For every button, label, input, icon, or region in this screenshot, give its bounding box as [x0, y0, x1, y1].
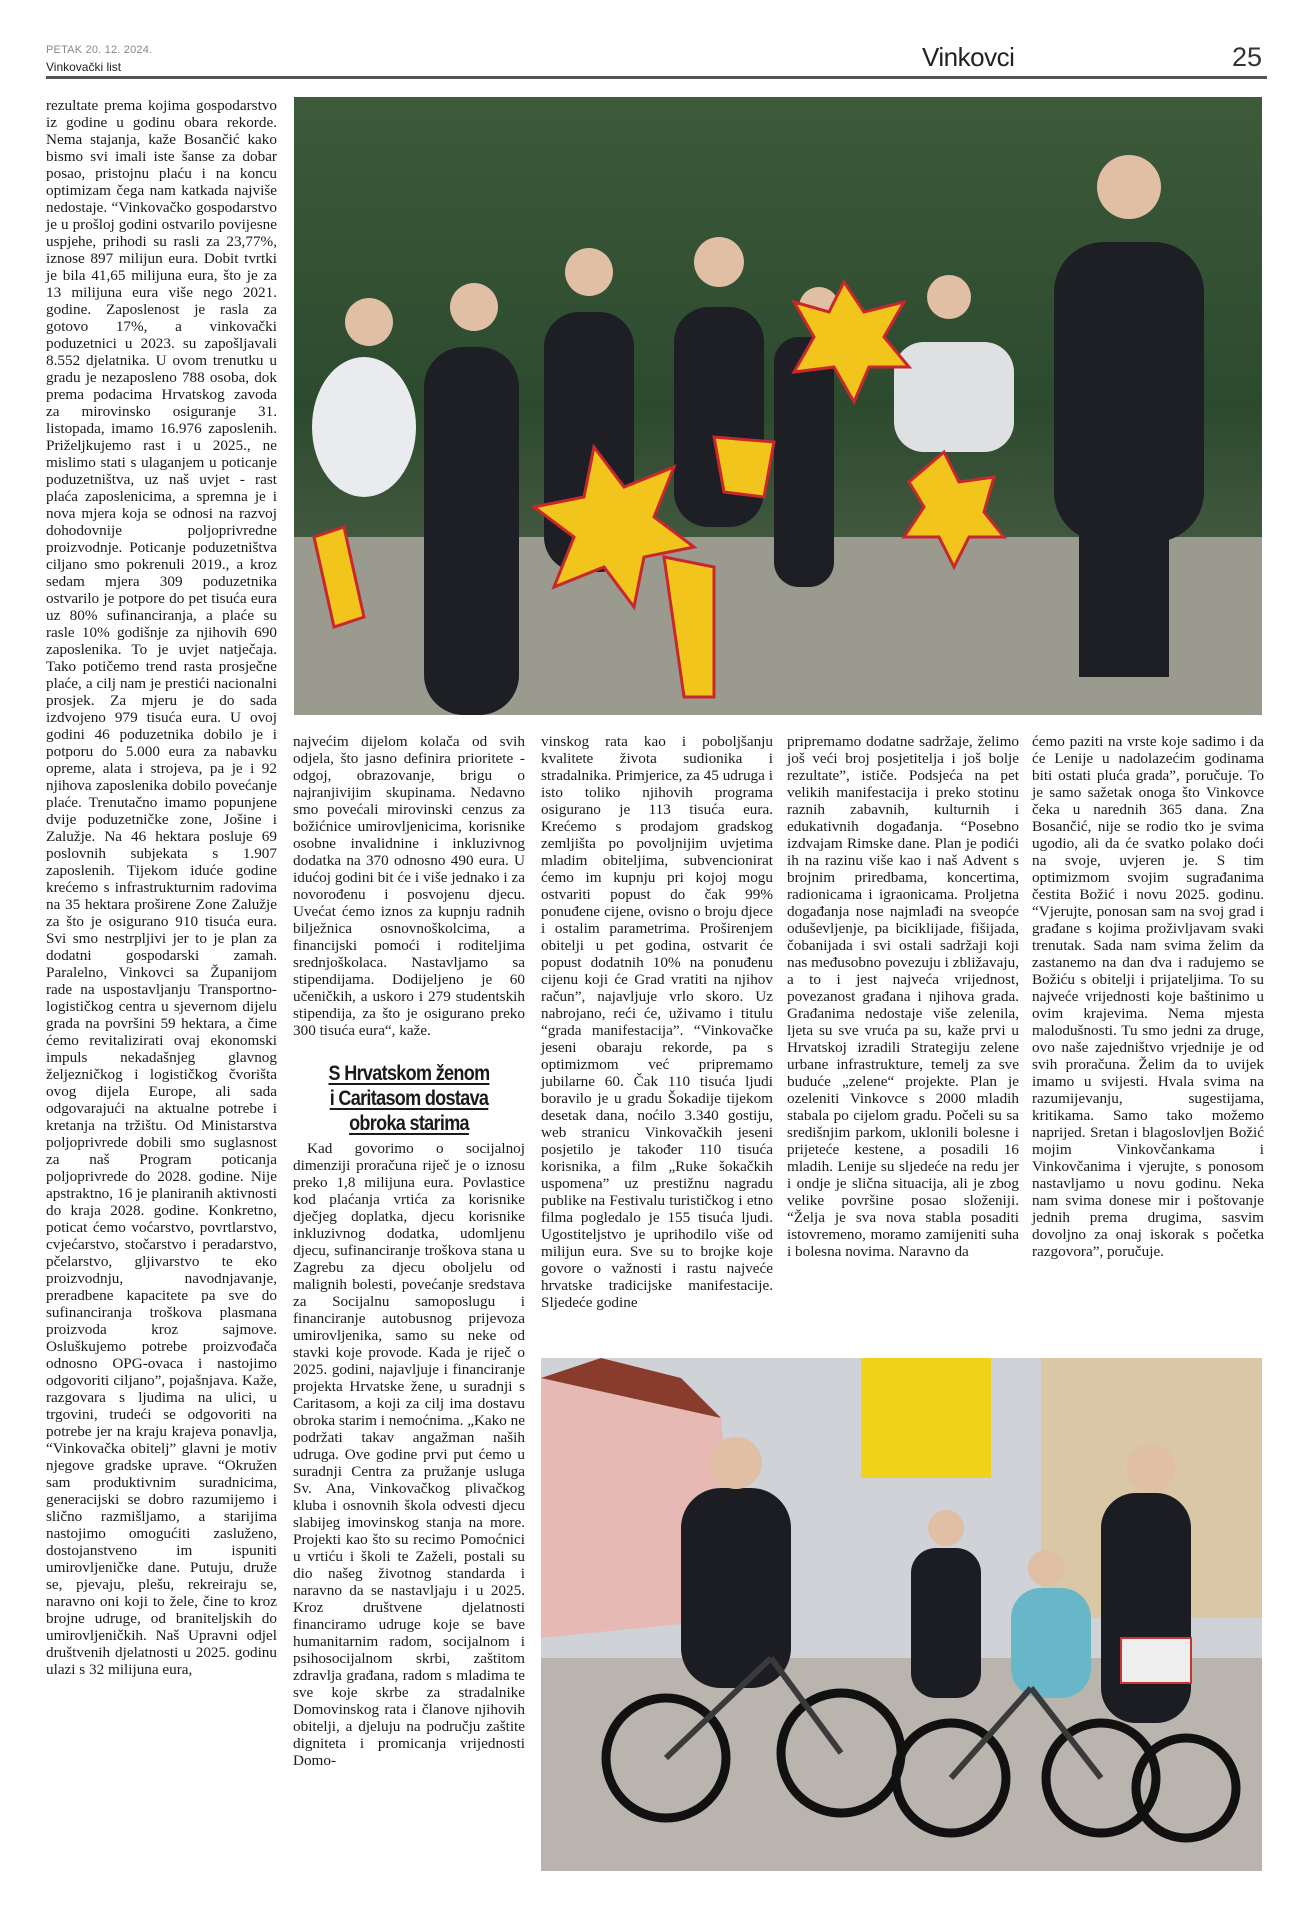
- article-column-5: [1032, 733, 1264, 1260]
- issue-date: PETAK 20. 12. 2024.: [46, 44, 153, 56]
- article-column-1: [46, 97, 277, 1678]
- article-column-2: [293, 733, 525, 1769]
- subheadline-line: obroka starima: [349, 1112, 469, 1135]
- article-text: Kad govorimo o socijalnoj dimenziji proračuna riječ je o iznosu preko 1,8 milijuna eura. Povlastice kod plaćanja vrtića za korisnike dječjeg doplatka, djecu korisnike inkluzivnog dodatka, udomljenu djecu, sufinanciranje troškova stana u Zagrebu za djecu oboljelu od malignih bolesti, povećanje sredstava za Socijalnu samoposlugu i financiranje autobusnog prijevoza umirovljenika, samo su neke od stavki koje provode. Kada je riječ o 2025. godini, najavljuje i financiranje projekta Hrvatske žene, u suradnji s Caritasom, a koji za cilj ima dostavu obroka starim i nemoćnima. „Kako ne podržati takav angažman naših udruga. Ove godine prvi put ćemo u suradnji Centra za pružanje usluga Sv. Ana, Vinkovačkog plivačkog kluba i osnovnih škola odvesti djecu slabijeg imovinskog stanja na more. Projekti kao što su recimo Pomoćnici u vrtiću i školi te Zaželi, postali su dio našeg životnog standarda i naravno da se nastavljaju i u 2025. Kroz društvene djelatnosti financiramo udruge koje se bave humanitarnim radom, socijalnom i psihosocijalnom skrbi, zaštitom zdravlja građana, radom s mladima te sve koje skrbe za stradalnike Domovinskog rata i članove njihovih obitelji, a djeluju na području zaštite digniteta i promicanja vrijednosti Domo-: [293, 1140, 525, 1769]
- photo-children-with-stars-and-mayor: [294, 97, 1262, 715]
- article-text: pripremamo dodatne sadržaje, želimo još veći broj posjetitelja i još bolje rezultate”, ističe. Podsjeća na pet velikih manifestacija i preko stotinu raznih zabavnih, kulturnih i edukativnih događanja. “Posebno izdvajam Rimske dane. Plan je podići ih na razinu više kao i naš Advent s brojnim priredbama, koncertima, radionicama i igraonicama. Proljetna događanja nose najmlađi na sveopće oduševljenje, pa biciklijade, fišijada, čobanijada i svi ostali sadržaji koji nas međusobno povezuju i zbližavaju, a to i jest najveća vrijednost, povezanost građana i njihova grada. Građanima nedostaje više zelenila, ljeta su sve vruća pa su, kaže prvi u Hrvatskoj izradili Strategiju zelene urbane infrastrukture, temelj za sve buduće „zelene“ projekte. Plan je ozeleniti Vinkovce s 2000 mladih stabala po cijelom gradu. Počeli su sa središnjim parkom, uklonili bolesne i prijeteće kestene, a posadili 16 mladih. Lenije su sljedeće na redu jer i ondje je slična situacija, ali je zbog velike površine posao složeniji. “Želja je sva nova stabla posaditi istovremeno, moramo zamijeniti suha i bolesna novima. Naravno da: [787, 733, 1019, 1260]
- newspaper-name: Vinkovački list: [46, 60, 122, 74]
- article-text: rezultate prema kojima gospodarstvo iz godine u godinu obara rekorde. Nema stajanja, kaže Bosančić kako bismo svi imali iste šanse za dobar posao, pristojnu plaću i na koncu optimizam čega nam katkada najviše nedostaje. “Vinkovačko gospodarstvo je u prošloj godini ostvarilo povijesne uspjehe, prihodi su rasli za 23,77%, iznose 897 milijun eura. Dobit tvrtki je bila 41,65 milijuna eura, što je za 13 milijuna eura više nego 2021. godine. Zaposlenost je rasla za gotovo 17%, a vinkovački poduzetnici u 2023. su zapošljavali 8.552 djelatnika. U ovom trenutku u gradu je nezaposleno 788 osoba, dok prema podacima Hrvatskog zavoda za mirovinsko osiguranje 31. listopada, imamo 16.976 zaposlenih. Priželjkujemo rast i u 2025., ne mislimo stati s ulaganjem u poticanje poduzetništva, uz naš uvjet - rast plaća zaposlenicima, a spremna je i nova mjera koja se odnosi na razvoj dohodovnije poljoprivredne proizvodnje. Poticanje poduzetništva ciljano smo pokrenuli 2019., a kroz sedam mjera 309 poduzetnika ostvarilo je potpore do pet tisuća eura uz 80% sufinanciranja, a plaće su rasle 10% godišnje za njihovih 690 zaposlenika. To je uvjet natječaja. Tako potičemo trend rasta prosječne plaće, a cilj nam je prestići nacionalni prosjek. Za mjeru je do sada izdvojeno 979 tisuća eura. U ovoj godini 46 poduzetnika dobilo je i potporu do 5.000 eura za nabavku opreme, alata i strojeva, pa je i 92 njihova zaposlenika dobilo povećanje plaće. Trenutačno imamo popunjene dvije poduzetničke zone, Jošine i Zalužje. Na 46 hektara posluje 69 poslovnih subjekata s 1.907 zaposlenih. Tijekom iduće godine krećemo s infrastrukturnim radovima na 35 hektara proširene Zone Zalužje za što je osigurano 910 tisuća eura. Svi smo nestrpljivi jer to je plan za dodatni gospodarski zamah. Paralelno, Vinkovci sa Županijom rade na uspostavljanju Transportno-logističkog centra u sjevernom dijelu grada na površini 59 hektara, a čime ćemo revitalizirati ovaj ekonomski impuls nekadašnjeg glavnog željezničkog i logističkog čvorišta ovog dijela Europe, ali sada odgovarajući na aktualne potrebe i kretanja na tržištu. Od Ministarstva poljoprivrede dobili smo suglasnost za naš Program poticanja poljoprivrede do 2028. godine. Nije apstraktno, 16 je planiranih aktivnosti do kraja 2028. godine. Konkretno, poticat ćemo voćarstvo, povrtlarstvo, cvjećarstvo, stočarstvo i peradarstvo, pčelarstvo, gljivarstvo te eko proizvodnju, navodnjavanje, preradbene kapacitete pa sve do sufinanciranja troškova plasmana proizvoda kroz sajmove. Osluškujemo potrebe proizvođača odnosno OPG-ovaca i nastojimo odgovoriti ciljano”, pojašnjava. Kaže, razgovara s ljudima na ulici, u trgovini, trudeći se odgovoriti na potrebe jer na kraju krajeva ponavlja, “Vinkovačka obitelj” glavni je motiv njegove gradske uprave. “Okružen sam produktivnim suradnicima, generacijski se dobro razumijemo i slično razmišljamo, a starijima nastojimo omogućiti zasluženo, dostojanstveno im ispuniti umirovljeničke dane. Putuju, druže se, pjevaju, plešu, rekreiraju se, naravno oni koji to žele, čine to kroz brojne udruge, od braniteljskih do umirovljeničkih. Naš Upravni odjel društvenih djelatnosti u 2025. godinu ulazi s 32 milijuna eura,: [46, 97, 277, 1678]
- photo-family-with-bicycles: [541, 1358, 1262, 1871]
- article-text: vinskog rata kao i poboljšanju kvalitete života sudionika i stradalnika. Primjerice, za 45 udruga i isto toliko njihovih programa osigurano je 113 tisuća eura. Krećemo s prodajom gradskog zemljišta po povoljnijim uvjetima mladim obiteljima, subvencionirat ćemo im kupnju pri kojoj mogu ostvariti popust do čak 99% ponuđene cijene, ovisno o broju djece i ostalim parametrima. Proširenjem obitelji u pet godina, ostvarit će popust dodatnih 10% na ponuđenu cijenu koji će Grad vratiti na njihov račun”, najavljuje vrlo skoro. Uz nabrojano, reći će, uživamo i titulu “grada manifestacija”. “Vinkovačke jeseni obaraju rekorde, pa s optimizmom već pripremamo jubilarne 60. Čak 110 tisuća ljudi boravilo je u gradu Šokadije tijekom desetak dana, noćilo 3.340 gostiju, web stranicu Vinkovačkih jeseni posjetilo je također 110 tisuća korisnika, a film „Ruke šokačkih uspomena” uz prestižnu nagradu publike na Festivalu turističkog i etno filma pogledalo je 155 tisuća ljudi. Ugostiteljstvo je uprihodilo više od milijun eura. Sve su to brojke koje govore o važnosti i rastu najveće hrvatske tradicijske manifestacije. Sljedeće godine: [541, 733, 773, 1311]
- page-number: 25: [1232, 42, 1263, 72]
- subheadline-line: S Hrvatskom ženom: [328, 1062, 490, 1085]
- article-text: ćemo paziti na vrste koje sadimo i da će Lenije u nadolazećim godinama biti ostati pluća grada”, poručuje. To je samo sažetak onoga što Vinkovce čeka u narednih 365 dana. Zna Bosančić, nije se rodio tko je svima ugodio, ali da će svatko polako doći na svoje, uvjeren je. S tim optimizmom svojim sugrađanima čestita Božić i novu 2025. godinu. “Vjerujte, ponosan sam na svoj grad i građane s kojima proživljavam svaki trenutak. Sada nam svima želim da zastanemo na dan dva i radujemo se Božiću s obitelji i prijateljima. To su najveće vrijednosti koje baštinimo u ovim krajevima. Nema mjesta malodušnosti. Tu smo jedni za druge, ovo naše zajedništvo vrjednije je od svih proračuna. Želim da to uvijek imamo u svijesti. Hvala svima na razumijevanju, sugestijama, kritikama. Samo tako možemo naprijed. Sretan i blagoslovljen Božić mojim Vinkovčankama i Vinkovčanima i vjerujte, s ponosom nastavljamo u novu godinu. Neka nam svima donese mir i poštovanje jednih prema drugima, sasvim dovoljno za onaj iskorak s početka razgovora”, poručuje.: [1032, 733, 1264, 1260]
- subheadline-line: i Caritasom dostava: [329, 1087, 489, 1110]
- article-column-4: [787, 733, 1019, 1260]
- header-rule: [46, 76, 1267, 79]
- section-title: Vinkovci: [922, 42, 1015, 72]
- subheadline: [309, 1061, 509, 1136]
- article-column-3: [541, 733, 773, 1311]
- article-text: najvećim dijelom kolača od svih odjela, što jasno definira prioritete - odgoj, obrazovanje, brigu o najranjivijim skupinama. Nedavno smo povećali mirovinski cenzus za božićnice umirovljenicima, korisnike osobne invalidnine i inkluzivnog dodatka na 370 odnosno 490 eura. U idućoj godini bit će i više jednako i za novorođenu i posvojenu djecu. Uvećat ćemo iznos za kupnju radnih bilježnica osnovnoškolcima, a financijski pomoći i roditeljima srednjoškolaca. Nastavljamo sa stipendijama. Dodijeljeno je 60 učeničkih, a uskoro i 279 studentskih stipendija, za što je osigurano preko 300 tisuća eura“, kaže.: [293, 733, 525, 1039]
